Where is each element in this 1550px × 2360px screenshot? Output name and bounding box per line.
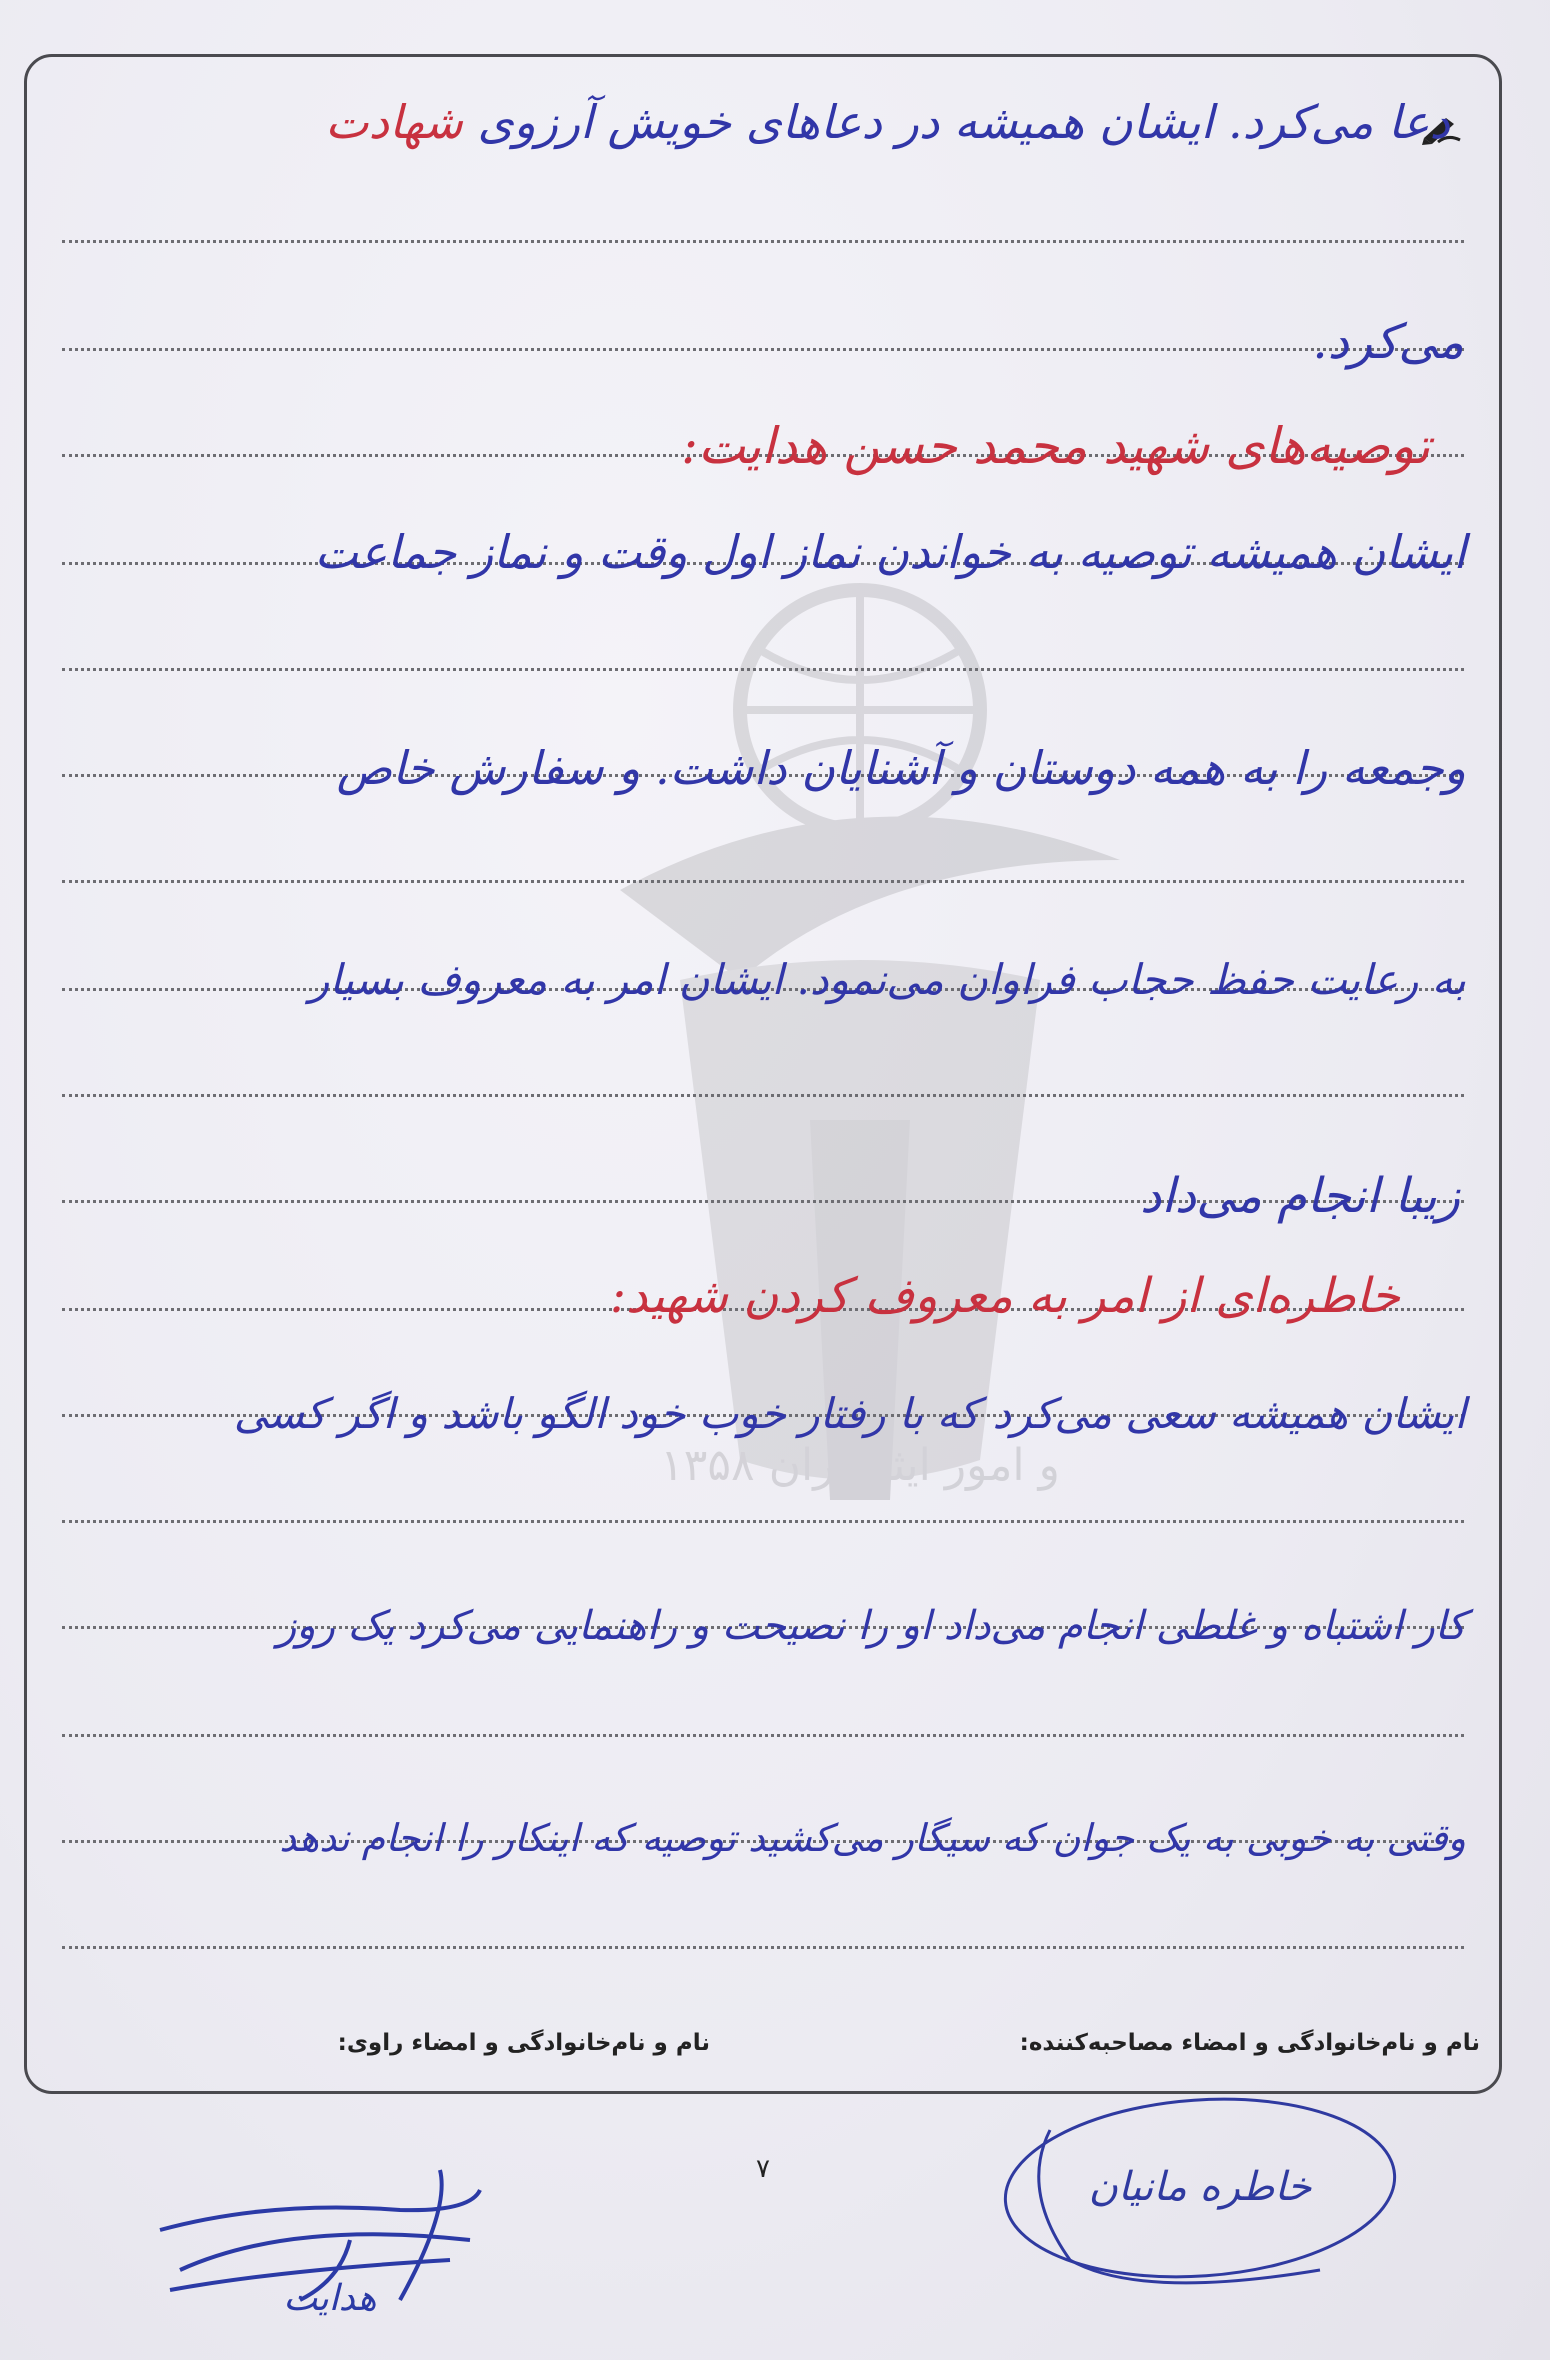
interviewer-signature-text: خاطره مانیان bbox=[1088, 2164, 1312, 2210]
ruled-line bbox=[62, 240, 1464, 243]
handwritten-line-9: ایشان همیشه سعی می‌کرد که با رفتار خوب خود الگو باشد و اگر کسی bbox=[233, 1389, 1466, 1438]
ruled-line bbox=[62, 1094, 1464, 1097]
handwritten-line-5: وجمعه را به همه دوستان و آشنایان داشت. و سفارش خاص bbox=[336, 741, 1466, 795]
page-number: ۷ bbox=[756, 2154, 770, 2184]
page-border bbox=[24, 54, 1502, 2094]
ruled-line bbox=[62, 880, 1464, 883]
handwritten-line-1 bbox=[325, 92, 1450, 152]
heading-recommendations: توصیه‌های شهید محمد حسن هدایت: bbox=[681, 417, 1430, 475]
ruled-line bbox=[62, 1946, 1464, 1949]
handwritten-line-11: وقتی به خوبی به یک جوان که سیگار می‌کشید توصیه که اینکار را انجام ندهد bbox=[279, 1816, 1466, 1860]
narrator-signature bbox=[150, 2150, 510, 2330]
ruled-line bbox=[62, 668, 1464, 671]
interviewer-signature bbox=[990, 2070, 1410, 2300]
handwritten-line-7: زیبا انجام می‌داد bbox=[1140, 1168, 1460, 1224]
ruled-line bbox=[62, 1734, 1464, 1737]
handwritten-line-1-red-word: شهادت bbox=[325, 95, 463, 149]
handwritten-line-2: می‌کرد. bbox=[1312, 314, 1464, 370]
ruled-line bbox=[62, 348, 1464, 351]
handwritten-line-1-text: دعا می‌کرد. ایشان همیشه در دعاهای خویش آرزوی bbox=[477, 95, 1450, 149]
handwritten-line-6: به رعایت حفظ حجاب فراوان می‌نمود. ایشان امر به معروف بسیار bbox=[309, 955, 1466, 1004]
watermark-text: ۱۳۵۸ و امور ایثارگران bbox=[660, 1440, 1060, 1491]
ruled-line bbox=[62, 1520, 1464, 1523]
narrator-signature-text: هدایت bbox=[283, 2278, 377, 2319]
heading-memory: خاطره‌ای از امر به معروف کردن شهید: bbox=[609, 1268, 1400, 1324]
narrator-label: نام و نام‌خانوادگی و امضاء راوی: bbox=[337, 2030, 710, 2056]
handwritten-line-10: کار اشتباه و غلطی انجام می‌داد او را نصیحت و راهنمایی می‌کرد یک روز bbox=[276, 1603, 1466, 1649]
interviewer-label: نام و نام‌خانوادگی و امضاء مصاحبه‌کننده: bbox=[1019, 2030, 1480, 2056]
handwritten-line-4: ایشان همیشه توصیه به خواندن نماز اول وقت و نماز جماعت bbox=[314, 525, 1466, 579]
